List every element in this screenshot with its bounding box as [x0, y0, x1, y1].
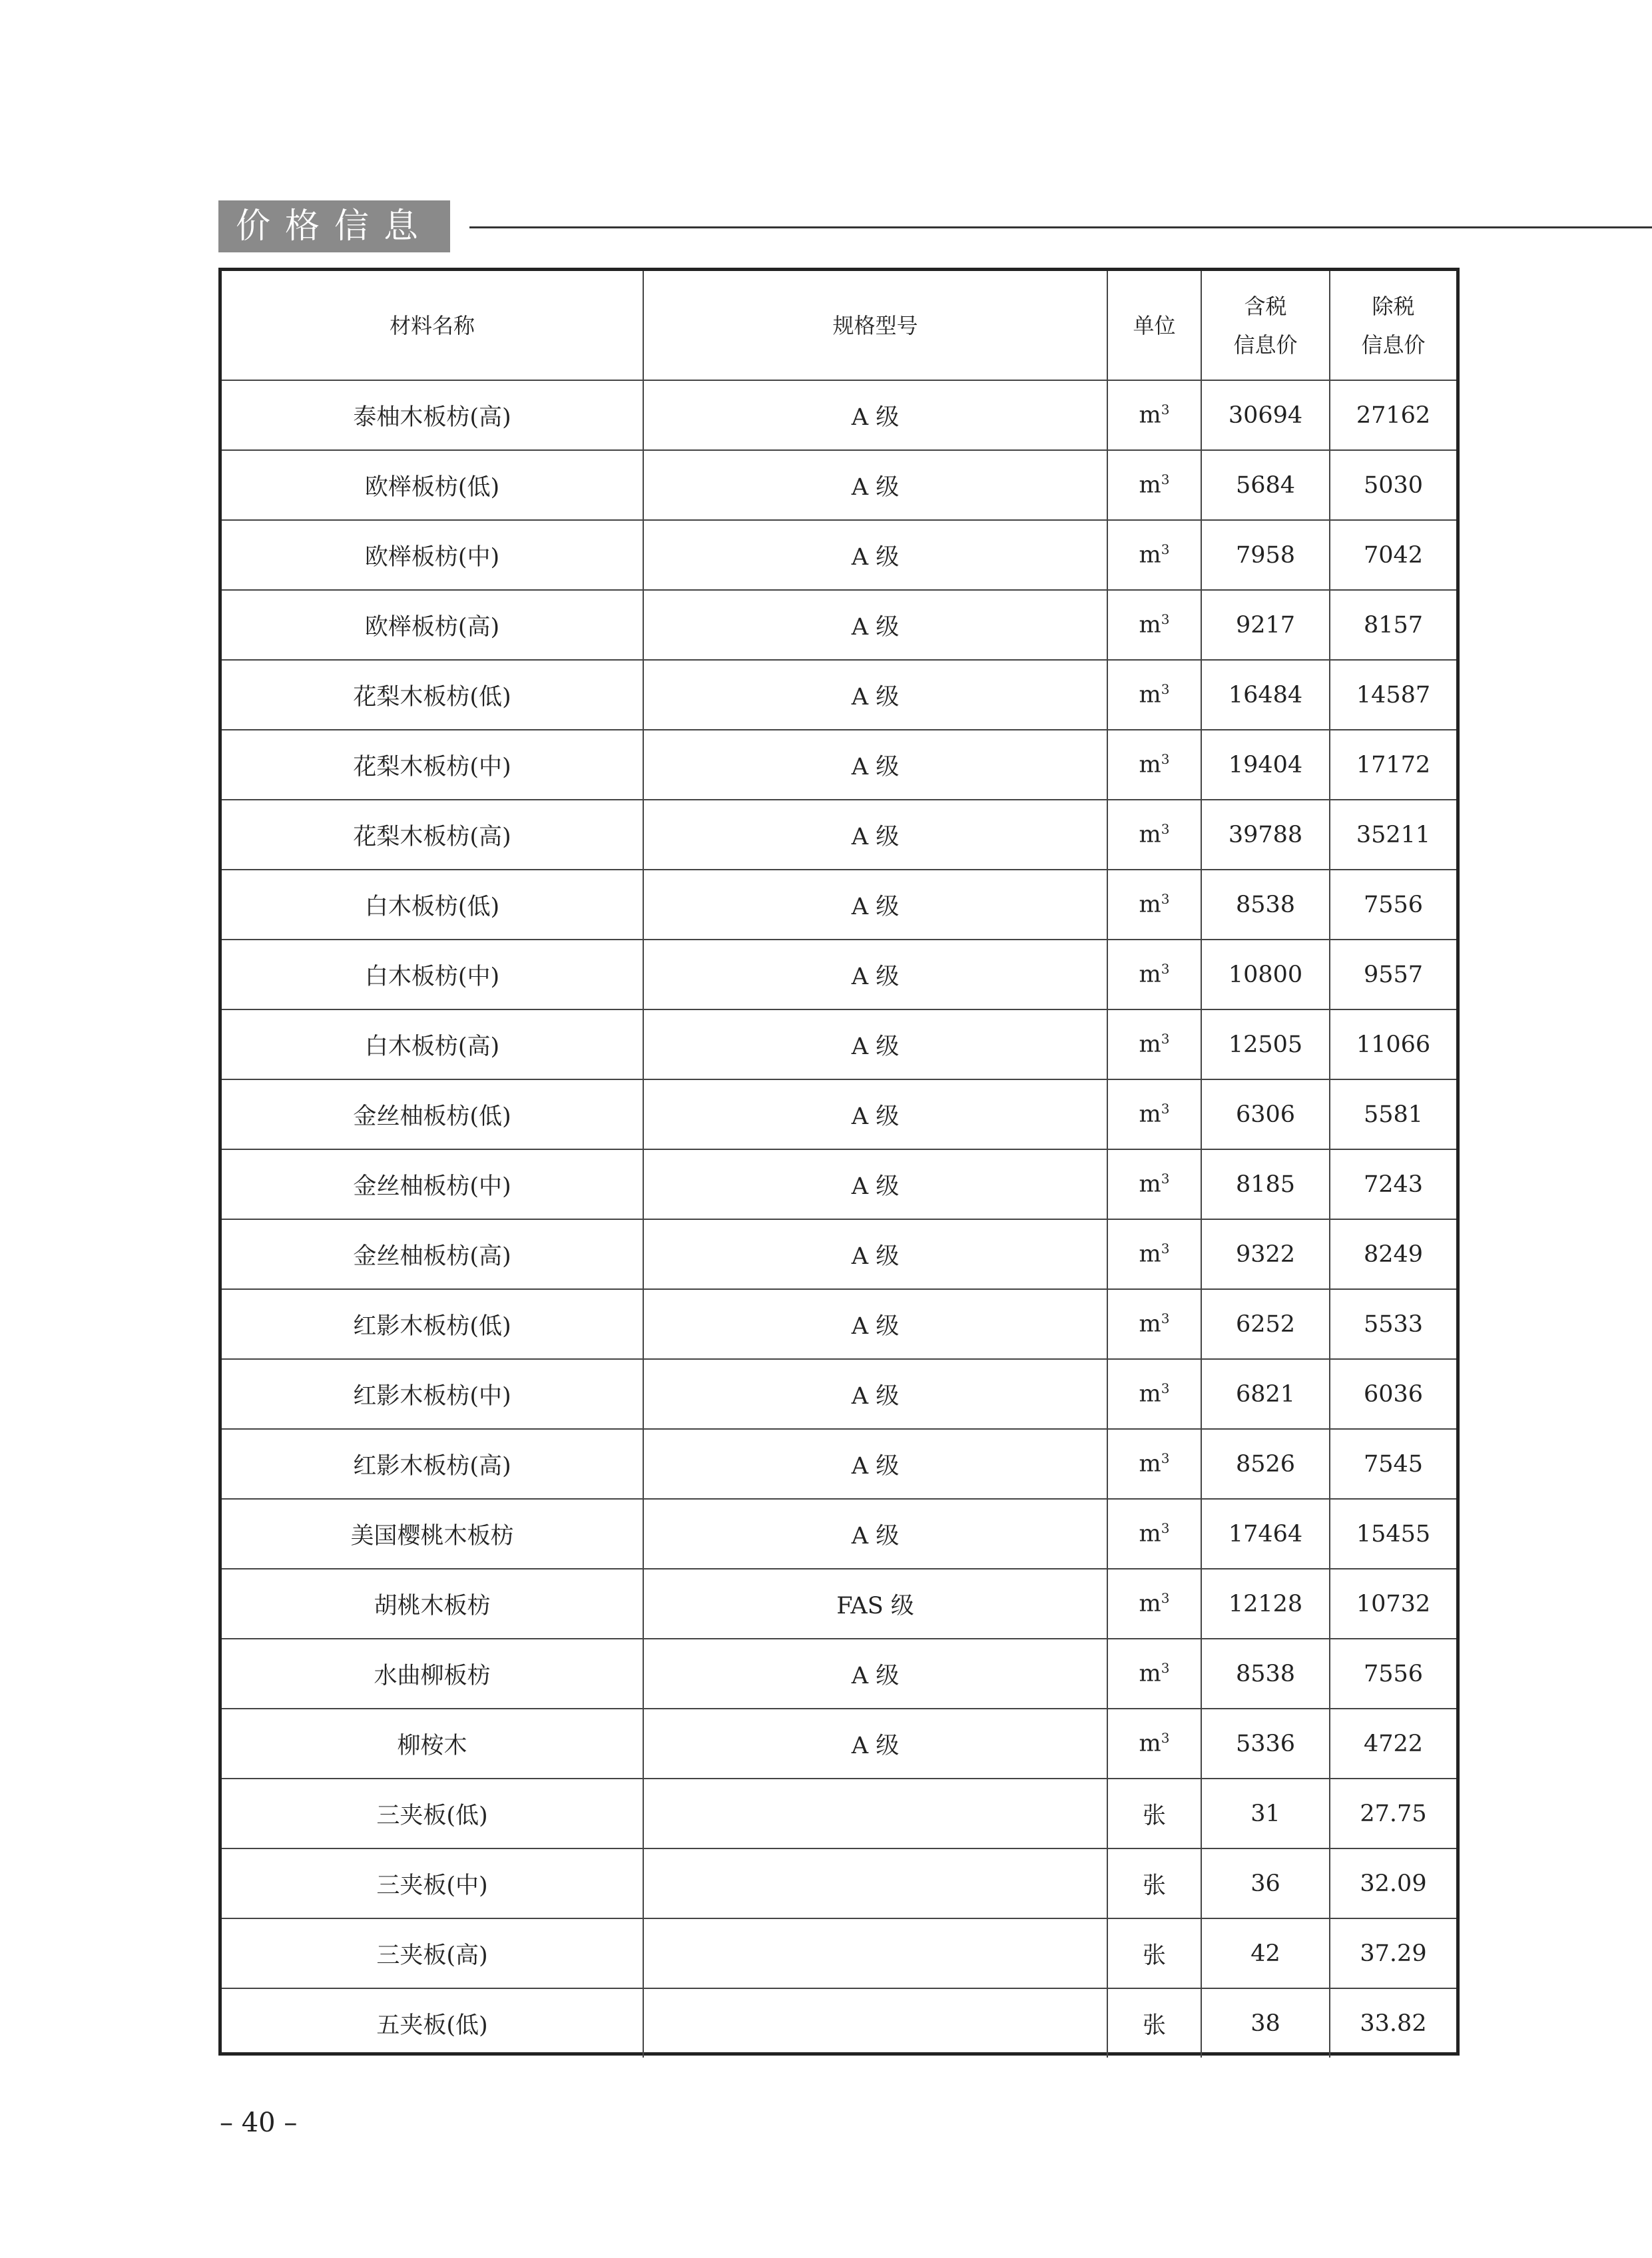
table-row: [222, 380, 1456, 450]
cell-taxed-price: 8538: [1201, 1639, 1330, 1709]
cell-untaxed-price: 27.75: [1330, 1779, 1456, 1848]
cell-untaxed-price: 7556: [1330, 870, 1456, 940]
cell-taxed-price: 39788: [1201, 800, 1330, 870]
cell-unit: [1107, 1639, 1201, 1709]
cell-taxed-price: 31: [1201, 1779, 1330, 1848]
table-row: [222, 1848, 1456, 1918]
cell-unit: [1107, 1219, 1201, 1289]
table-row: [222, 800, 1456, 870]
unit-text: m: [1139, 611, 1161, 639]
unit-text: m: [1139, 1171, 1161, 1198]
cell-taxed-price: 9217: [1201, 590, 1330, 660]
cell-untaxed-price: 27162: [1330, 380, 1456, 450]
cell-untaxed-price: 15455: [1330, 1499, 1456, 1569]
cell-material-name: 五夹板(低): [222, 1988, 643, 2058]
cell-unit: [1107, 380, 1201, 450]
unit-text: m: [1139, 1520, 1161, 1548]
cell-taxed-price: 36: [1201, 1848, 1330, 1918]
cell-taxed-price: 16484: [1201, 660, 1330, 730]
unit-text: m: [1139, 961, 1161, 988]
unit-text: 张: [1142, 2012, 1166, 2039]
cell-taxed-price: 12128: [1201, 1569, 1330, 1639]
cell-taxed-price: 10800: [1201, 940, 1330, 1009]
unit-superscript: 3: [1161, 1590, 1170, 1607]
cell-spec-model: [643, 1918, 1107, 1988]
cell-spec-model: A 级: [643, 450, 1107, 520]
cell-untaxed-price: 4722: [1330, 1709, 1456, 1779]
unit-text: 张: [1142, 1802, 1166, 1829]
header-untaxed-line1: 除税: [1372, 293, 1415, 319]
cell-material-name: 欧榉板枋(低): [222, 450, 643, 520]
cell-unit: [1107, 1359, 1201, 1429]
cell-material-name: 红影木板枋(低): [222, 1289, 643, 1359]
table-row: [222, 1219, 1456, 1289]
cell-unit: [1107, 1848, 1201, 1918]
cell-taxed-price: 42: [1201, 1918, 1330, 1988]
cell-untaxed-price: 8249: [1330, 1219, 1456, 1289]
cell-material-name: 三夹板(高): [222, 1918, 643, 1988]
cell-untaxed-price: 7556: [1330, 1639, 1456, 1709]
cell-untaxed-price: 7243: [1330, 1149, 1456, 1219]
cell-material-name: 三夹板(低): [222, 1779, 643, 1848]
cell-spec-model: A 级: [643, 520, 1107, 590]
cell-untaxed-price: 10732: [1330, 1569, 1456, 1639]
unit-superscript: 3: [1161, 471, 1170, 488]
table-row: [222, 1429, 1456, 1499]
cell-unit: [1107, 1079, 1201, 1149]
header-taxed-line2: 信息价: [1233, 332, 1298, 358]
cell-spec-model: A 级: [643, 1709, 1107, 1779]
table-row: [222, 1289, 1456, 1359]
table-row: [222, 1639, 1456, 1709]
cell-material-name: 花梨木板枋(低): [222, 660, 643, 730]
unit-text: m: [1139, 891, 1161, 918]
table-row: [222, 1918, 1456, 1988]
table-row: [222, 940, 1456, 1009]
cell-spec-model: A 级: [643, 1219, 1107, 1289]
cell-taxed-price: 6821: [1201, 1359, 1330, 1429]
unit-text: m: [1139, 1101, 1161, 1128]
unit-superscript: 3: [1161, 891, 1170, 908]
unit-text: 张: [1142, 1942, 1166, 1969]
cell-taxed-price: 9322: [1201, 1219, 1330, 1289]
cell-untaxed-price: 5533: [1330, 1289, 1456, 1359]
table-row: [222, 1079, 1456, 1149]
cell-material-name: 花梨木板枋(中): [222, 730, 643, 800]
unit-text: m: [1139, 1730, 1161, 1757]
cell-spec-model: A 级: [643, 1499, 1107, 1569]
unit-superscript: 3: [1161, 1730, 1170, 1747]
cell-spec-model: A 级: [643, 1429, 1107, 1499]
header-spec-model: 规格型号: [643, 271, 1107, 380]
cell-material-name: 欧榉板枋(高): [222, 590, 643, 660]
cell-taxed-price: 5684: [1201, 450, 1330, 520]
cell-taxed-price: 8185: [1201, 1149, 1330, 1219]
page-number: – 40 –: [220, 2108, 298, 2138]
unit-superscript: 3: [1161, 1660, 1170, 1677]
unit-superscript: 3: [1161, 1450, 1170, 1467]
cell-taxed-price: 8526: [1201, 1429, 1330, 1499]
header-untaxed-price: [1330, 271, 1456, 380]
table-header-row: [222, 271, 1456, 380]
cell-material-name: 红影木板枋(中): [222, 1359, 643, 1429]
cell-taxed-price: 19404: [1201, 730, 1330, 800]
unit-superscript: 3: [1161, 1101, 1170, 1117]
cell-unit: [1107, 1988, 1201, 2058]
header-unit: 单位: [1107, 271, 1201, 380]
cell-spec-model: A 级: [643, 870, 1107, 940]
cell-spec-model: A 级: [643, 380, 1107, 450]
table-row: [222, 1709, 1456, 1779]
cell-spec-model: A 级: [643, 730, 1107, 800]
table-row: [222, 1359, 1456, 1429]
section-title: 价格信息: [218, 200, 450, 252]
unit-text: m: [1139, 1590, 1161, 1617]
unit-superscript: 3: [1161, 1171, 1170, 1187]
cell-taxed-price: 17464: [1201, 1499, 1330, 1569]
unit-text: m: [1139, 1450, 1161, 1478]
cell-unit: [1107, 1499, 1201, 1569]
cell-material-name: 美国樱桃木板枋: [222, 1499, 643, 1569]
cell-material-name: 白木板枋(中): [222, 940, 643, 1009]
unit-text: m: [1139, 1660, 1161, 1687]
cell-unit: [1107, 450, 1201, 520]
unit-superscript: 3: [1161, 1380, 1170, 1397]
cell-spec-model: A 级: [643, 1009, 1107, 1079]
cell-unit: [1107, 1709, 1201, 1779]
table-row: [222, 730, 1456, 800]
cell-spec-model: [643, 1988, 1107, 2058]
cell-spec-model: [643, 1848, 1107, 1918]
cell-untaxed-price: 17172: [1330, 730, 1456, 800]
cell-spec-model: A 级: [643, 1289, 1107, 1359]
cell-spec-model: A 级: [643, 1359, 1107, 1429]
cell-untaxed-price: 11066: [1330, 1009, 1456, 1079]
cell-unit: [1107, 1289, 1201, 1359]
cell-untaxed-price: 9557: [1330, 940, 1456, 1009]
table-row: [222, 1569, 1456, 1639]
cell-unit: [1107, 1569, 1201, 1639]
header-material-name: 材料名称: [222, 271, 643, 380]
unit-superscript: 3: [1161, 402, 1170, 418]
cell-unit: [1107, 870, 1201, 940]
cell-untaxed-price: 5030: [1330, 450, 1456, 520]
cell-untaxed-price: 14587: [1330, 660, 1456, 730]
cell-material-name: 泰柚木板枋(高): [222, 380, 643, 450]
unit-superscript: 3: [1161, 1031, 1170, 1047]
table-row: [222, 590, 1456, 660]
cell-unit: [1107, 590, 1201, 660]
unit-superscript: 3: [1161, 681, 1170, 698]
unit-text: m: [1139, 1310, 1161, 1338]
header-untaxed-line2: 信息价: [1361, 332, 1426, 358]
cell-unit: [1107, 730, 1201, 800]
cell-material-name: 花梨木板枋(高): [222, 800, 643, 870]
cell-untaxed-price: 37.29: [1330, 1918, 1456, 1988]
unit-superscript: 3: [1161, 1520, 1170, 1537]
cell-spec-model: A 级: [643, 590, 1107, 660]
cell-unit: [1107, 1429, 1201, 1499]
cell-unit: [1107, 800, 1201, 870]
cell-material-name: 胡桃木板枋: [222, 1569, 643, 1639]
table-row: [222, 1779, 1456, 1848]
cell-spec-model: A 级: [643, 660, 1107, 730]
cell-material-name: 三夹板(中): [222, 1848, 643, 1918]
cell-taxed-price: 8538: [1201, 870, 1330, 940]
table-row: [222, 870, 1456, 940]
cell-spec-model: A 级: [643, 940, 1107, 1009]
cell-unit: [1107, 940, 1201, 1009]
header-taxed-price: [1201, 271, 1330, 380]
unit-text: m: [1139, 1031, 1161, 1058]
unit-text: m: [1139, 402, 1161, 429]
unit-superscript: 3: [1161, 961, 1170, 978]
unit-superscript: 3: [1161, 541, 1170, 558]
unit-text: m: [1139, 471, 1161, 499]
cell-spec-model: A 级: [643, 1079, 1107, 1149]
header-taxed-line1: 含税: [1244, 293, 1287, 319]
cell-untaxed-price: 32.09: [1330, 1848, 1456, 1918]
cell-taxed-price: 5336: [1201, 1709, 1330, 1779]
unit-superscript: 3: [1161, 821, 1170, 838]
cell-spec-model: A 级: [643, 1639, 1107, 1709]
cell-untaxed-price: 33.82: [1330, 1988, 1456, 2058]
cell-untaxed-price: 6036: [1330, 1359, 1456, 1429]
cell-material-name: 柳桉木: [222, 1709, 643, 1779]
section-divider: [469, 226, 1652, 228]
unit-text: m: [1139, 1380, 1161, 1408]
cell-material-name: 金丝柚板枋(低): [222, 1079, 643, 1149]
cell-spec-model: FAS 级: [643, 1569, 1107, 1639]
cell-untaxed-price: 8157: [1330, 590, 1456, 660]
cell-taxed-price: 7958: [1201, 520, 1330, 590]
cell-material-name: 欧榉板枋(中): [222, 520, 643, 590]
unit-superscript: 3: [1161, 1241, 1170, 1257]
unit-text: m: [1139, 541, 1161, 569]
cell-unit: [1107, 1009, 1201, 1079]
cell-unit: [1107, 1918, 1201, 1988]
cell-untaxed-price: 7545: [1330, 1429, 1456, 1499]
cell-material-name: 白木板枋(高): [222, 1009, 643, 1079]
cell-taxed-price: 6306: [1201, 1079, 1330, 1149]
price-table: [222, 271, 1456, 2058]
table-row: [222, 520, 1456, 590]
unit-text: m: [1139, 821, 1161, 848]
cell-material-name: 水曲柳板枋: [222, 1639, 643, 1709]
unit-text: m: [1139, 751, 1161, 778]
table-row: [222, 1988, 1456, 2058]
unit-text: 张: [1142, 1872, 1166, 1899]
cell-material-name: 红影木板枋(高): [222, 1429, 643, 1499]
section-header: [218, 200, 1470, 252]
cell-taxed-price: 30694: [1201, 380, 1330, 450]
cell-taxed-price: 6252: [1201, 1289, 1330, 1359]
unit-text: m: [1139, 1241, 1161, 1268]
table-row: [222, 1499, 1456, 1569]
cell-material-name: 金丝柚板枋(高): [222, 1219, 643, 1289]
unit-superscript: 3: [1161, 751, 1170, 768]
table-row: [222, 1009, 1456, 1079]
cell-unit: [1107, 520, 1201, 590]
table-row: [222, 660, 1456, 730]
table-body: [222, 380, 1456, 2058]
cell-spec-model: [643, 1779, 1107, 1848]
cell-spec-model: A 级: [643, 1149, 1107, 1219]
cell-unit: [1107, 1149, 1201, 1219]
unit-superscript: 3: [1161, 611, 1170, 628]
cell-material-name: 白木板枋(低): [222, 870, 643, 940]
unit-text: m: [1139, 681, 1161, 708]
cell-untaxed-price: 7042: [1330, 520, 1456, 590]
cell-untaxed-price: 35211: [1330, 800, 1456, 870]
cell-untaxed-price: 5581: [1330, 1079, 1456, 1149]
cell-unit: [1107, 660, 1201, 730]
unit-superscript: 3: [1161, 1310, 1170, 1327]
cell-material-name: 金丝柚板枋(中): [222, 1149, 643, 1219]
cell-unit: [1107, 1779, 1201, 1848]
cell-spec-model: A 级: [643, 800, 1107, 870]
table-row: [222, 450, 1456, 520]
table-row: [222, 1149, 1456, 1219]
cell-taxed-price: 12505: [1201, 1009, 1330, 1079]
price-table-container: [218, 268, 1460, 2056]
cell-taxed-price: 38: [1201, 1988, 1330, 2058]
